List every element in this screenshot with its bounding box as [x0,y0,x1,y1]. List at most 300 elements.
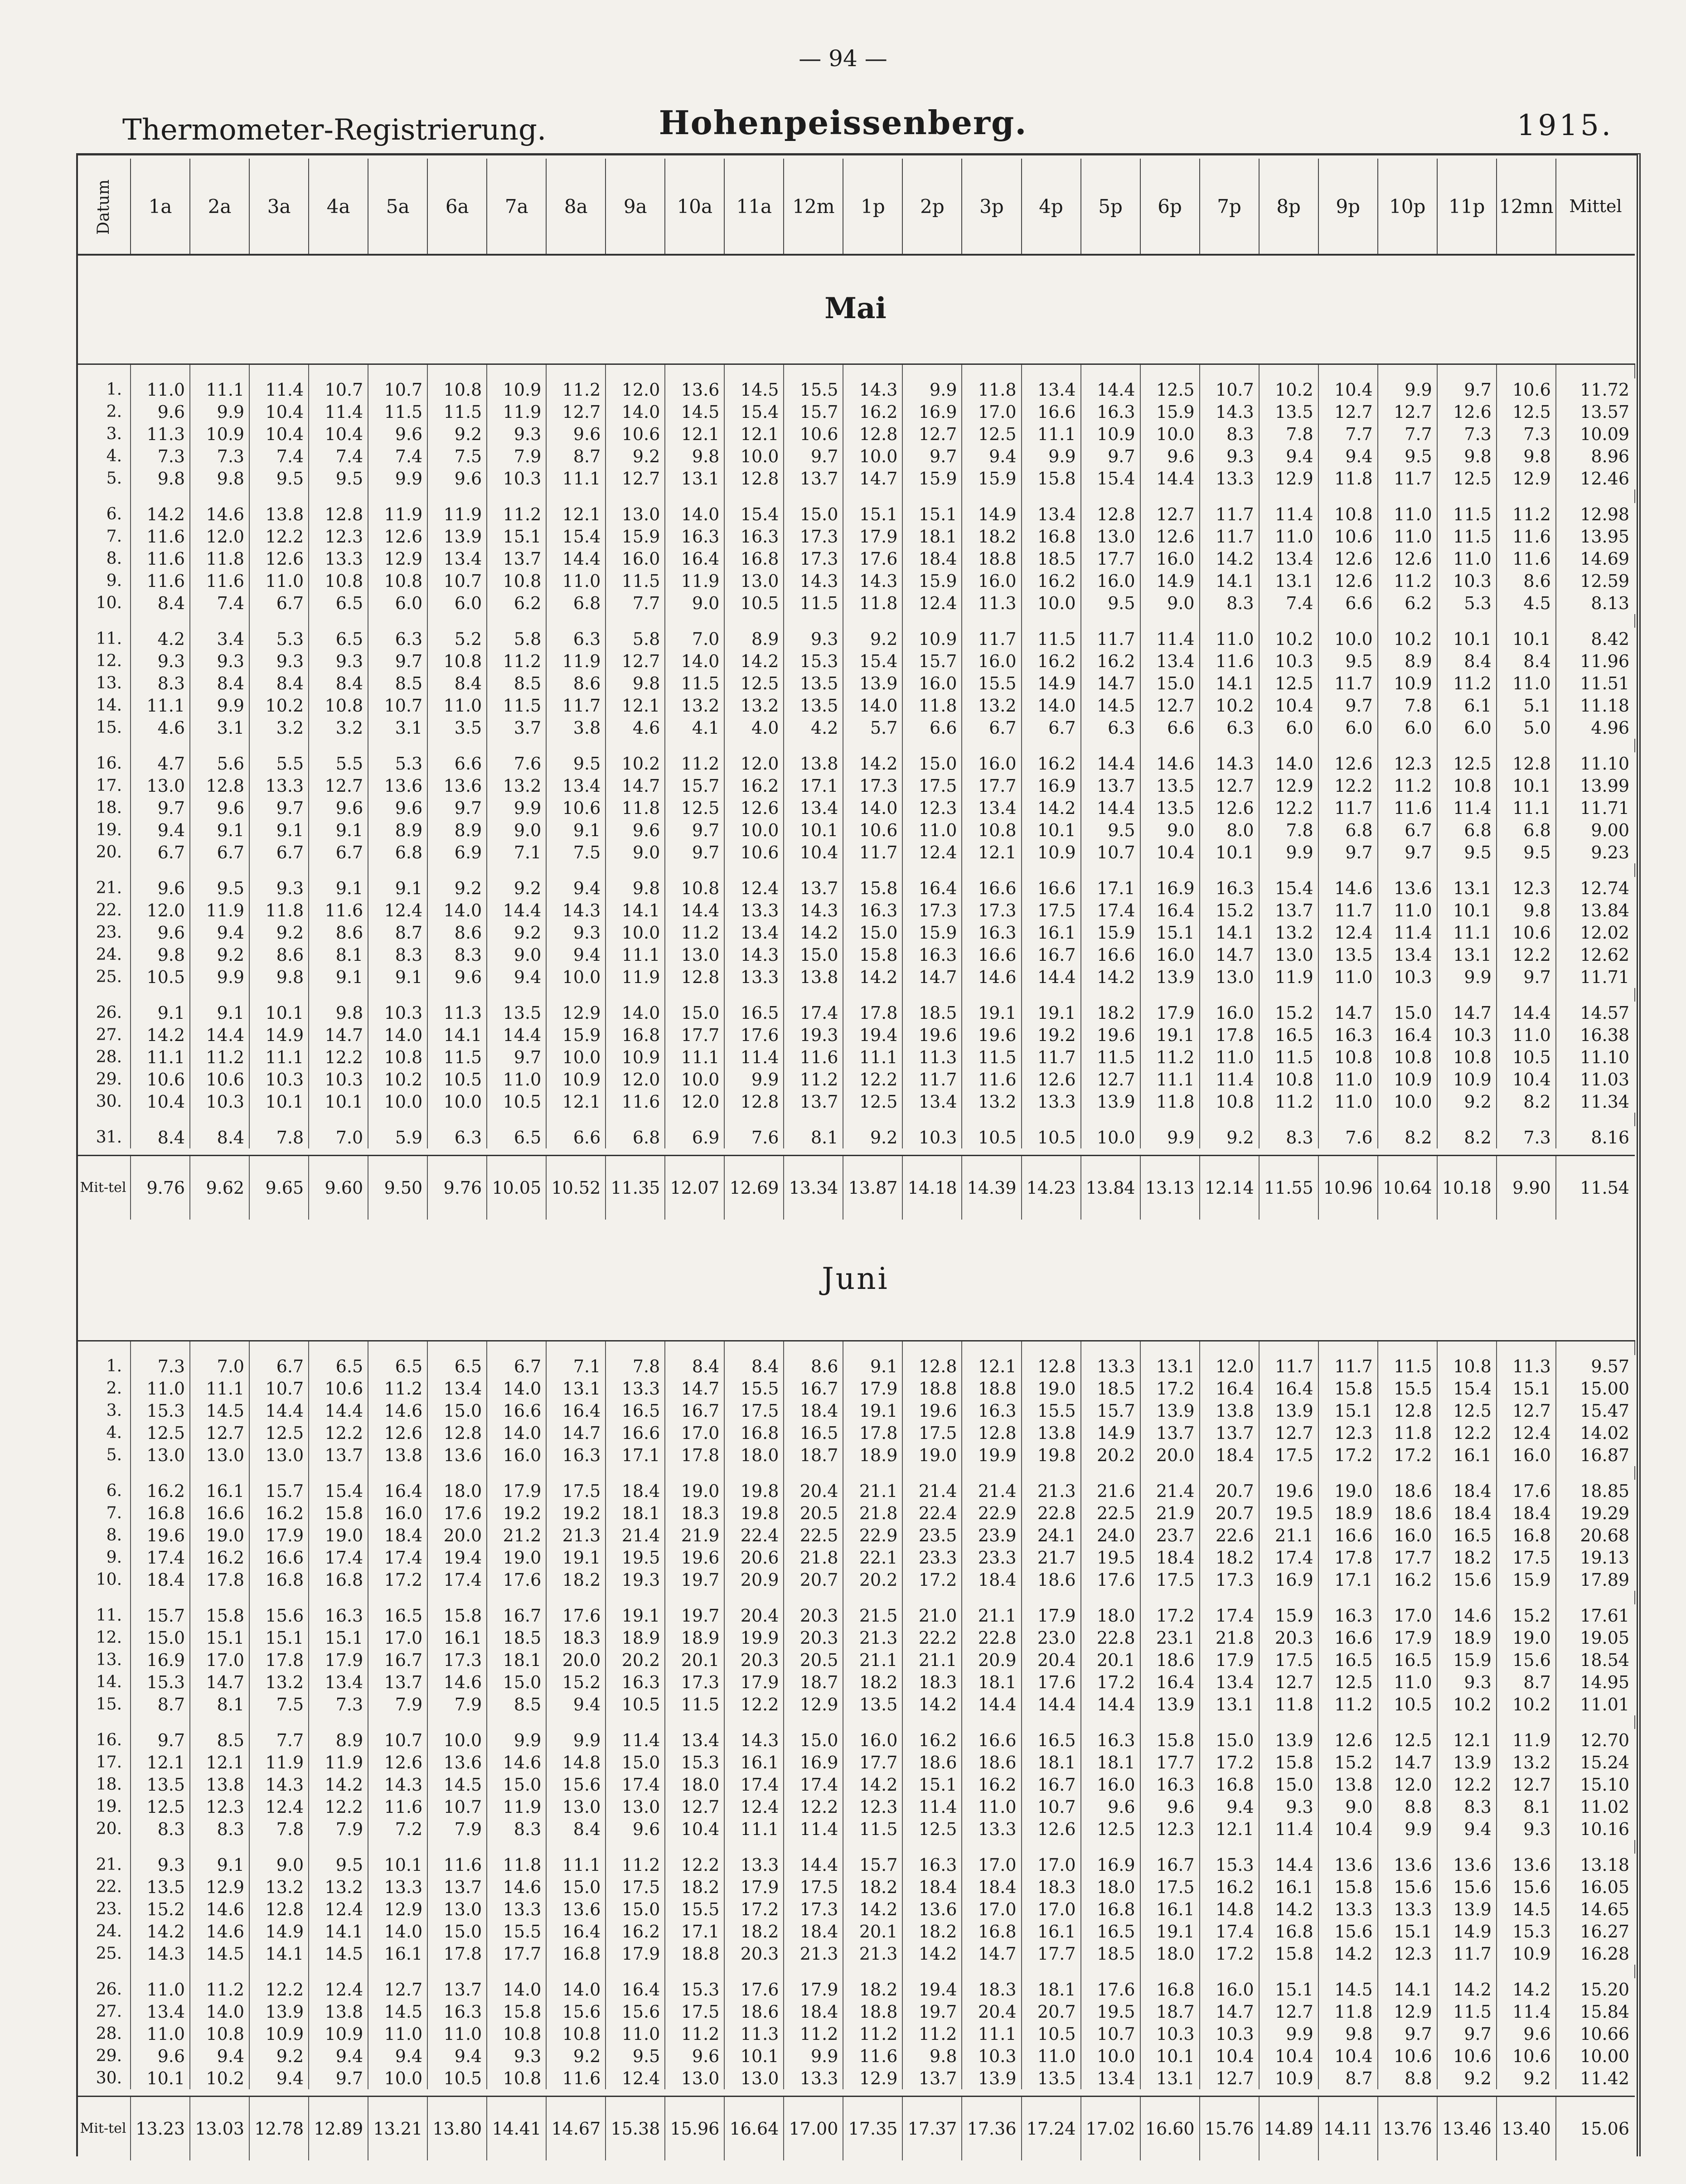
temperature-cell: 15.4 [843,650,902,672]
temperature-cell: 9.8 [249,966,309,988]
temperature-cell: 14.4 [962,1693,1021,1715]
gap-cell [487,614,546,628]
temperature-cell: 10.8 [1378,1046,1437,1068]
temperature-cell: 12.6 [1318,547,1378,570]
gap-cell [76,1715,131,1729]
temperature-cell: 8.7 [368,921,427,944]
temperature-cell: 15.8 [309,1502,368,1524]
temperature-cell: 12.7 [1081,1068,1140,1090]
temperature-cell: 14.5 [190,1400,249,1422]
day-label: 17. [76,1751,131,1773]
temperature-cell: 21.0 [902,1604,962,1627]
temperature-cell: 15.2 [1318,1751,1378,1773]
temperature-cell: 17.5 [1259,1444,1318,1466]
hourly-mean-cell: 12.78 [249,2097,309,2161]
gap-cell [1378,489,1437,503]
temperature-cell: 15.2 [546,1671,606,1693]
temperature-cell: 17.2 [1200,1751,1259,1773]
temperature-cell: 16.5 [1081,1920,1140,1942]
table-row [76,1569,1635,1591]
table-row [76,819,1635,841]
temperature-cell: 15.0 [427,1920,487,1942]
temperature-cell: 8.3 [1200,423,1259,445]
temperature-cell: 22.9 [843,1524,902,1546]
day-label: 12. [76,1627,131,1649]
temperature-cell: 12.8 [1081,503,1140,525]
temperature-cell: 10.1 [1140,2045,1200,2067]
hourly-mean-cell: 12.69 [724,1156,784,1220]
temperature-cell: 15.1 [309,1627,368,1649]
temperature-cell: 4.2 [131,628,190,650]
temperature-cell: 19.7 [665,1569,724,1591]
gap-cell [1022,489,1081,503]
temperature-cell: 9.6 [131,877,190,899]
temperature-cell: 18.4 [131,1569,190,1591]
gap-cell [843,1591,902,1604]
temperature-cell: 16.0 [902,672,962,694]
temperature-cell: 15.6 [1437,1876,1497,1898]
temperature-cell: 17.2 [1318,1444,1378,1466]
temperature-cell: 6.9 [427,841,487,863]
temperature-cell: 10.1 [1497,775,1556,797]
temperature-cell: 18.4 [368,1524,427,1546]
temperature-cell: 16.6 [1022,877,1081,899]
temperature-cell: 13.4 [1200,1671,1259,1693]
gap-cell [1022,1341,1081,1356]
temperature-cell: 13.2 [249,1876,309,1898]
gap-cell [724,1591,784,1604]
gap-cell [1140,1113,1200,1126]
gap-cell [843,739,902,752]
temperature-cell: 8.1 [784,1126,843,1148]
gap-cell [76,863,131,877]
hourly-mean-cell: 13.13 [1140,1156,1200,1220]
temperature-cell: 10.6 [190,1068,249,1090]
temperature-cell: 13.5 [1140,775,1200,797]
temperature-cell: 11.7 [1318,1355,1378,1377]
temperature-cell: 11.5 [487,694,546,717]
temperature-cell: 15.3 [665,1751,724,1773]
gap-cell [843,364,902,379]
temperature-cell: 18.2 [724,1920,784,1942]
temperature-cell: 9.6 [606,1818,665,1840]
gap-cell [1140,1840,1200,1854]
gap-cell [190,988,249,1002]
temperature-cell: 17.0 [962,1854,1021,1876]
temperature-cell: 16.0 [962,650,1021,672]
temperature-cell: 11.8 [190,547,249,570]
temperature-cell: 11.0 [1318,1068,1378,1090]
temperature-cell: 7.8 [249,1126,309,1148]
temperature-cell: 13.3 [1081,1355,1140,1377]
temperature-cell: 19.0 [487,1546,546,1569]
temperature-cell: 9.6 [131,401,190,423]
temperature-cell: 6.8 [1437,819,1497,841]
gap-cell [1556,1840,1635,1854]
temperature-cell: 9.3 [309,650,368,672]
gap-cell [131,1341,190,1356]
day-label: 29. [76,2045,131,2067]
table-row [76,944,1635,966]
temperature-cell: 14.3 [784,570,843,592]
gap-cell [1318,489,1378,503]
temperature-cell: 14.2 [1318,1942,1378,1965]
temperature-cell: 8.6 [546,672,606,694]
temperature-cell: 10.9 [1378,1068,1437,1090]
temperature-cell: 8.0 [1200,819,1259,841]
gap-cell [1497,863,1556,877]
temperature-cell: 10.4 [665,1818,724,1840]
temperature-cell: 10.9 [546,1068,606,1090]
temperature-cell: 11.1 [131,694,190,717]
column-header: Datum [76,159,131,255]
temperature-cell: 11.9 [1497,1729,1556,1751]
temperature-cell: 11.2 [665,2023,724,2045]
gap-cell [546,739,606,752]
temperature-cell: 12.7 [606,650,665,672]
day-label: 30. [76,1090,131,1113]
temperature-cell: 15.5 [1378,1377,1437,1400]
temperature-cell: 19.6 [665,1546,724,1569]
temperature-cell: 14.7 [1200,944,1259,966]
temperature-cell: 13.4 [309,1671,368,1693]
temperature-cell: 6.8 [606,1126,665,1148]
temperature-cell: 17.6 [724,1978,784,2000]
temperature-cell: 9.8 [606,877,665,899]
temperature-cell: 13.9 [1437,1751,1497,1773]
temperature-cell: 9.6 [546,423,606,445]
temperature-cell: 21.3 [843,1627,902,1649]
gap-cell [1437,863,1497,877]
temperature-cell: 11.0 [1318,1090,1378,1113]
table-row [76,1046,1635,1068]
temperature-cell: 11.6 [546,2067,606,2089]
daily-mean-cell: 11.34 [1580,1091,1629,1112]
gap-cell [1022,1466,1081,1480]
temperature-cell: 5.3 [368,752,427,775]
temperature-cell: 16.3 [1081,1729,1140,1751]
day-label: 10. [76,1569,131,1591]
gap-cell [1200,1466,1259,1480]
temperature-cell: 14.1 [427,1024,487,1046]
temperature-cell: 5.5 [309,752,368,775]
temperature-cell: 5.1 [1497,694,1556,717]
gap-cell [1497,1840,1556,1854]
temperature-cell: 16.0 [1378,1524,1437,1546]
temperature-cell: 12.0 [1200,1355,1259,1377]
temperature-cell: 15.1 [1378,1920,1437,1942]
gap-cell [76,489,131,503]
temperature-cell: 16.2 [1022,650,1081,672]
temperature-cell: 8.3 [368,944,427,966]
temperature-cell: 20.0 [1140,1444,1200,1466]
table-row [76,877,1635,899]
temperature-cell: 12.5 [1318,1671,1378,1693]
temperature-cell: 18.8 [902,1377,962,1400]
table-row [76,899,1635,921]
temperature-cell: 13.4 [784,797,843,819]
monthly-mean-row [76,2097,1635,2161]
temperature-cell: 16.4 [1378,1024,1437,1046]
table-row [76,1978,1635,2000]
temperature-cell: 16.3 [546,1444,606,1466]
month-separator [76,1337,1635,1341]
table-row [76,1693,1635,1715]
temperature-cell: 15.6 [249,1604,309,1627]
day-label: 7. [76,525,131,547]
temperature-cell: 11.3 [724,2023,784,2045]
temperature-cell: 16.3 [962,1400,1021,1422]
temperature-cell: 18.1 [1022,1978,1081,2000]
temperature-cell: 14.6 [368,1400,427,1422]
temperature-cell: 14.2 [309,1773,368,1796]
gap-cell [546,1591,606,1604]
temperature-cell: 11.7 [962,628,1021,650]
temperature-cell: 15.6 [1437,1569,1497,1591]
day-label: 7. [76,1502,131,1524]
temperature-cell: 10.7 [427,570,487,592]
table-row [76,1604,1635,1627]
temperature-cell: 11.0 [1378,1671,1437,1693]
column-header: 5p [1081,159,1140,255]
temperature-cell: 21.3 [546,1524,606,1546]
temperature-cell: 17.2 [724,1898,784,1920]
temperature-cell: 23.3 [902,1546,962,1569]
temperature-cell: 15.0 [902,752,962,775]
temperature-cell: 9.5 [249,467,309,489]
hourly-mean-cell: 13.34 [784,1156,843,1220]
gap-cell [1497,614,1556,628]
temperature-cell: 12.2 [249,1978,309,2000]
temperature-cell: 10.1 [724,2045,784,2067]
temperature-cell: 12.5 [131,1796,190,1818]
temperature-cell: 9.3 [487,423,546,445]
temperature-cell: 8.4 [546,1818,606,1840]
temperature-cell: 13.8 [309,2000,368,2023]
daily-mean-cell: 19.29 [1580,1503,1629,1523]
gap-cell [1378,1341,1437,1356]
temperature-cell: 12.5 [843,1090,902,1113]
gap-cell [1081,489,1140,503]
temperature-cell: 13.2 [665,694,724,717]
temperature-cell: 8.9 [309,1729,368,1751]
gap-cell [1022,988,1081,1002]
gap-cell [487,1840,546,1854]
temperature-cell: 17.5 [665,2000,724,2023]
temperature-cell: 11.5 [1437,503,1497,525]
temperature-cell: 8.2 [1378,1126,1437,1148]
temperature-cell: 12.6 [1378,547,1437,570]
gap-cell [1022,364,1081,379]
table-row [76,921,1635,944]
temperature-cell: 9.4 [131,819,190,841]
temperature-cell: 14.2 [131,1920,190,1942]
gap-cell [784,364,843,379]
table-row [76,1942,1635,1965]
hourly-mean-cell: 11.35 [606,1156,665,1220]
temperature-cell: 17.2 [368,1569,427,1591]
daily-mean-cell: 10.00 [1580,2046,1629,2066]
temperature-cell: 10.7 [368,1729,427,1751]
temperature-cell: 19.7 [902,2000,962,2023]
gap-cell [962,863,1021,877]
temperature-cell: 6.5 [309,1355,368,1377]
temperature-cell: 12.7 [368,1978,427,2000]
mean-label: Mit-tel [76,1156,131,1220]
temperature-cell: 20.0 [427,1524,487,1546]
temperature-cell: 11.0 [131,2023,190,2045]
temperature-cell: 13.4 [1259,547,1318,570]
temperature-cell: 16.7 [487,1604,546,1627]
daily-mean-cell: 11.10 [1580,753,1629,774]
temperature-cell: 14.1 [249,1942,309,1965]
temperature-cell: 14.4 [1081,797,1140,819]
temperature-cell: 9.4 [546,944,606,966]
temperature-cell: 10.3 [190,1090,249,1113]
gap-cell [902,988,962,1002]
gap-cell [1318,614,1378,628]
hourly-mean-cell: 13.84 [1081,1156,1140,1220]
temperature-cell: 11.6 [190,570,249,592]
temperature-cell: 20.5 [784,1502,843,1524]
temperature-cell: 16.5 [784,1422,843,1444]
hourly-mean-cell: 10.52 [546,1156,606,1220]
temperature-cell: 3.4 [190,628,249,650]
gap-cell [1140,1965,1200,1978]
temperature-cell: 10.3 [1437,1024,1497,1046]
temperature-cell: 10.5 [427,1068,487,1090]
daily-mean-cell: 16.27 [1580,1921,1629,1942]
temperature-cell: 9.0 [1140,819,1200,841]
temperature-cell: 9.7 [1378,2023,1437,2045]
temperature-cell: 14.8 [546,1751,606,1773]
hourly-mean-cell: 13.03 [190,2097,249,2161]
temperature-cell: 16.3 [843,899,902,921]
gap-cell [1497,1591,1556,1604]
temperature-cell: 17.5 [902,775,962,797]
temperature-cell: 9.3 [131,650,190,672]
temperature-cell: 11.6 [427,1854,487,1876]
gap-cell [368,1715,427,1729]
gap-cell [1318,1715,1378,1729]
temperature-cell: 9.1 [368,877,427,899]
temperature-cell: 11.6 [368,1796,427,1818]
gap-cell [843,1840,902,1854]
temperature-cell: 16.3 [1140,1773,1200,1796]
gap-cell [76,739,131,752]
hourly-mean-cell: 9.60 [309,1156,368,1220]
daily-mean-cell: 15.10 [1580,1774,1629,1795]
temperature-cell: 9.8 [1437,445,1497,467]
temperature-cell: 17.2 [1200,1942,1259,1965]
temperature-cell: 12.4 [249,1796,309,1818]
temperature-cell: 13.7 [1081,775,1140,797]
temperature-cell: 12.0 [131,899,190,921]
table-row [76,1377,1635,1400]
temperature-cell: 11.1 [1022,423,1081,445]
temperature-cell: 8.4 [665,1355,724,1377]
temperature-cell: 24.0 [1081,1524,1140,1546]
temperature-cell: 11.6 [131,547,190,570]
gap-cell [190,739,249,752]
temperature-cell: 16.4 [902,877,962,899]
temperature-cell: 16.4 [1140,1671,1200,1693]
temperature-cell: 17.9 [1140,1002,1200,1024]
temperature-cell: 9.4 [546,1693,606,1715]
temperature-cell: 5.8 [606,628,665,650]
gap-cell [309,614,368,628]
temperature-cell: 10.8 [190,2023,249,2045]
temperature-cell: 4.6 [131,717,190,739]
gap-cell [962,1840,1021,1854]
temperature-cell: 10.4 [1259,2045,1318,2067]
daily-mean-cell: 19.13 [1580,1547,1629,1568]
temperature-cell: 18.4 [902,547,962,570]
gap-cell [962,1591,1021,1604]
temperature-cell: 7.6 [1318,1126,1378,1148]
gap-cell [1259,489,1318,503]
temperature-cell: 15.3 [131,1671,190,1693]
gap-cell [368,1113,427,1126]
temperature-cell: 14.3 [249,1773,309,1796]
daily-mean-cell: 12.98 [1580,504,1629,524]
gap-cell [1437,1341,1497,1356]
temperature-cell: 10.3 [902,1126,962,1148]
temperature-cell: 11.8 [902,694,962,717]
temperature-cell: 9.2 [1200,1126,1259,1148]
temperature-cell: 15.6 [1378,1876,1437,1898]
row-gap [76,1965,1635,1978]
temperature-cell: 13.7 [427,1978,487,2000]
gap-cell [665,614,724,628]
hourly-mean-cell: 9.90 [1497,1156,1556,1220]
temperature-cell: 13.0 [1081,525,1140,547]
temperature-cell: 11.0 [1437,547,1497,570]
temperature-cell: 14.6 [1140,752,1200,775]
gap-cell [962,1341,1021,1356]
temperature-cell: 17.4 [1200,1604,1259,1627]
temperature-cell: 13.8 [1318,1773,1378,1796]
temperature-cell: 13.4 [131,2000,190,2023]
temperature-cell: 12.1 [724,423,784,445]
temperature-cell: 9.3 [1200,445,1259,467]
temperature-cell: 12.6 [368,525,427,547]
temperature-cell: 12.5 [1378,1729,1437,1751]
temperature-cell: 9.8 [131,467,190,489]
column-header: 11a [724,159,784,255]
day-label: 20. [76,841,131,863]
daily-mean-cell: 11.01 [1580,1694,1629,1714]
temperature-cell: 19.5 [1081,1546,1140,1569]
temperature-cell: 12.9 [190,1876,249,1898]
day-label: 25. [76,966,131,988]
temperature-cell: 12.0 [1378,1773,1437,1796]
temperature-cell: 19.6 [902,1400,962,1422]
day-label: 26. [76,1978,131,2000]
temperature-cell: 21.4 [902,1480,962,1502]
temperature-cell: 18.5 [902,1002,962,1024]
gap-cell [427,863,487,877]
temperature-cell: 16.1 [368,1942,427,1965]
temperature-cell: 11.0 [427,694,487,717]
gap-cell [487,863,546,877]
temperature-cell: 9.5 [309,467,368,489]
temperature-cell: 15.6 [546,2000,606,2023]
gap-cell [1081,1113,1140,1126]
temperature-cell: 7.8 [249,1818,309,1840]
gap-cell [427,1965,487,1978]
gap-cell [131,1715,190,1729]
